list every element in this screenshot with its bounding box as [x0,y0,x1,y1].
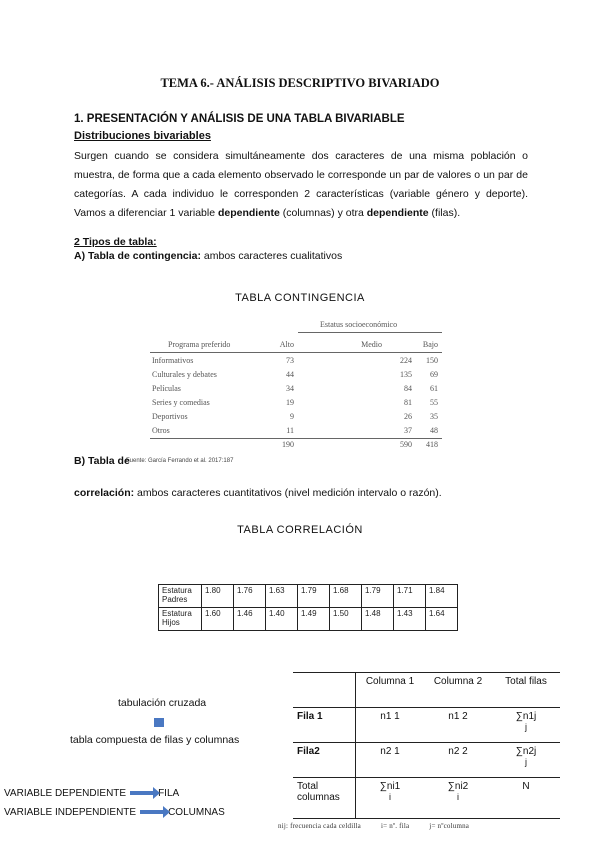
section-heading: 1. PRESENTACIÓN Y ANÁLISIS DE UNA TABLA BIVARIABLE [74,113,405,125]
var-dep-line: VARIABLE DEPENDIENTE FILA [4,788,180,799]
contingency-title: TABLA CONTINGENCIA [235,292,365,304]
frequency-table [293,672,560,819]
table-row: Estatura Padres 1.80 1.76 1.63 1.79 1.68 1.79 1.71 1.84 [159,585,458,608]
tipos-heading: 2 Tipos de tabla: [74,236,157,248]
right-arrow-icon [140,810,164,814]
tipo-a-text: A) Tabla de contingencia: ambos caracteres cualitativos [74,250,343,262]
tipo-b-text: correlación: ambos caracteres cuantitativos (nivel medición intervalo o razón). [74,487,442,499]
header-row: Columna 1 Columna 2 Total filas [293,673,560,708]
table-row: Estatura Hijos 1.60 1.46 1.40 1.49 1.50 1.48 1.43 1.64 [159,608,458,631]
table-row: Fila 1 n1 1 n1 2 ∑n1j j [293,708,560,743]
correlation-table [158,584,458,631]
intro-paragraph: Surgen cuando se considera simultáneamente dos caracteres de una misma población o muestra, de forma que a cada elemento observado le corresponde un par de valores o un par de categorías. A cada individuo le corresponden 2 características (variable género y deporte). Vamos a diferenciar 1 variable dependiente (columnas) y otra dependiente (filas). [74,150,528,219]
correlation-title: TABLA CORRELACIÓN [237,524,363,536]
table-row: Otros 11 37 48 [152,426,438,435]
subheading: Distribuciones bivariables [74,130,211,142]
footnote: nij: frecuencia cada celdilla i= nº. fila j= nºcolumna [278,822,470,830]
page-title: TEMA 6.- ANÁLISIS DESCRIPTIVO BIVARIADO [160,76,440,90]
source-note: Fuente: García Ferrando et al. 2017:187 [126,458,234,464]
table-row: Total columnas ∑ni1 i ∑ni2 i N [293,778,560,819]
status-label: Estatus socioeconómico [320,320,398,329]
var-ind-line: VARIABLE INDEPENDIENTE COLUMNAS [4,807,225,818]
table-row: Culturales y debates 44 135 69 [152,370,438,379]
tabla-compuesta-label: tabla compuesta de filas y columnas [70,734,240,746]
right-arrow-icon [130,791,154,795]
header-row: Programa preferido Alto Medio Bajo [168,340,438,349]
table-row: Informativos 73 224 150 [152,356,438,365]
tabulacion-label: tabulación cruzada [118,697,207,709]
table-row: Fila2 n2 1 n2 2 ∑n2j j [293,743,560,778]
contingency-table [126,318,442,464]
table-row: Películas 34 84 61 [152,384,438,393]
totals-row: 190 590 418 [282,440,438,449]
table-row: Deportivos 9 26 35 [152,412,438,421]
down-arrow-icon [154,718,164,727]
table-row: Series y comedias 19 81 55 [152,398,438,407]
tipo-b-label: B) Tabla de [74,455,130,467]
